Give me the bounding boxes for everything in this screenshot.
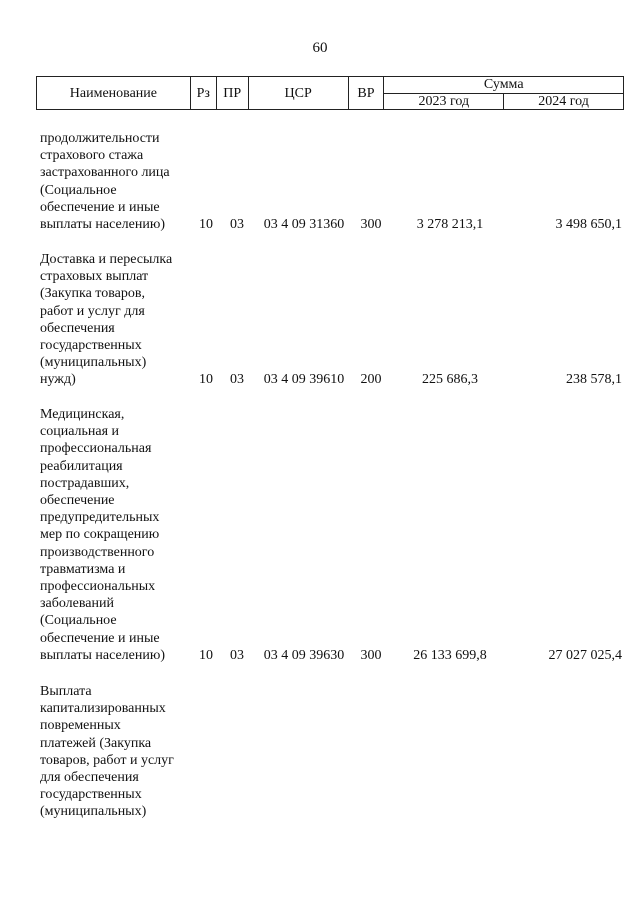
- row-3-name: Медицинская, социальная и профессиональная реабилитация пострадавших, обеспечение предупредительных мер по сокращению производственного травматизма и профессиональных заболеваний (Социальное обеспечение и иные выплаты населению): [40, 407, 165, 663]
- row-3-vr: 300: [360, 648, 382, 663]
- row-2-rz: 10: [199, 372, 213, 387]
- row-2-sum-2023: 225 686,3: [422, 372, 478, 387]
- header-pr: ПР: [216, 77, 248, 110]
- header-name: Наименование: [37, 77, 191, 110]
- row-3-pr: 03: [230, 648, 244, 663]
- header-year-2024: 2024 год: [504, 93, 624, 110]
- header-vr: ВР: [348, 77, 384, 110]
- table-header: [36, 76, 624, 110]
- row-1-sum-2023: 3 278 213,1: [416, 217, 484, 232]
- row-1-name: продолжительности страхового стажа застрахованного лица (Социальное обеспечение и иные выплаты населению): [40, 131, 170, 233]
- row-3-rz: 10: [199, 648, 213, 663]
- row-3-sum-2024: 27 027 025,4: [548, 648, 622, 663]
- header-sum: Сумма: [384, 77, 624, 94]
- header-rz: Рз: [190, 77, 216, 110]
- row-1-sum-2024: 3 498 650,1: [555, 217, 622, 232]
- page-number: 60: [312, 40, 328, 56]
- row-3-csr: 03 4 09 39630: [263, 648, 345, 663]
- row-1-rz: 10: [199, 217, 213, 232]
- row-2-vr: 200: [360, 372, 382, 387]
- row-1-vr: 300: [360, 217, 382, 232]
- row-1-pr: 03: [230, 217, 244, 232]
- row-4-name: Выплата капитализированных повременных платежей (Закупка товаров, работ и услуг для обеспечения государственных (муниципальных): [40, 684, 174, 820]
- header-csr: ЦСР: [248, 77, 348, 110]
- row-2-name: Доставка и пересылка страховых выплат (Закупка товаров, работ и услуг для обеспечения государственных (муниципальных) нужд): [40, 252, 173, 388]
- row-2-csr: 03 4 09 39610: [263, 372, 345, 387]
- row-2-pr: 03: [230, 372, 244, 387]
- row-2-sum-2024: 238 578,1: [566, 372, 622, 387]
- row-3-sum-2023: 26 133 699,8: [413, 648, 487, 663]
- row-1-csr: 03 4 09 31360: [263, 217, 345, 232]
- header-year-2023: 2023 год: [384, 93, 504, 110]
